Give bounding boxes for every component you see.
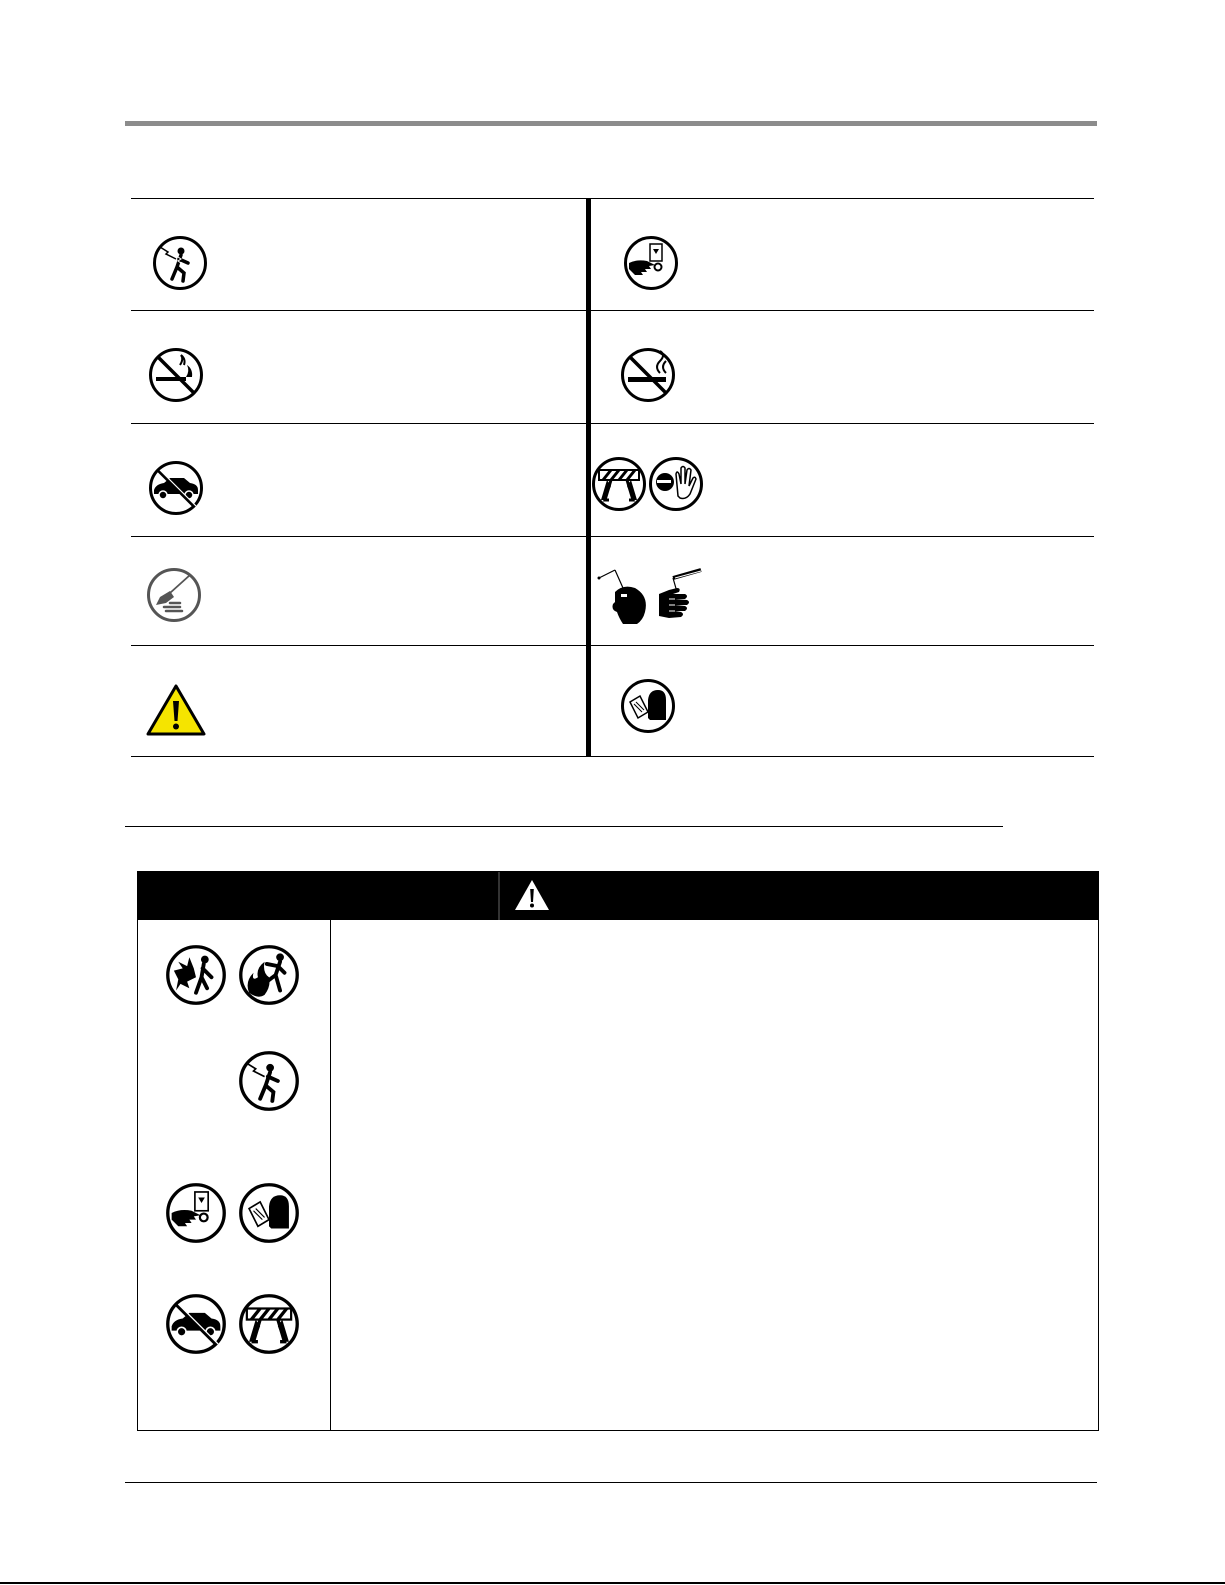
- read-manual-icon: [238, 1182, 300, 1244]
- no-open-flame-icon: [148, 347, 204, 403]
- table-rule: [131, 198, 1094, 199]
- warning-triangle-icon: [513, 878, 551, 912]
- fire-hazard-icon: [238, 944, 300, 1006]
- electric-shock-icon: [238, 1050, 300, 1112]
- table-rule: [131, 645, 1094, 646]
- hazard-icons-column: [138, 920, 331, 1430]
- header-divider: [498, 872, 500, 920]
- spill-cleanup-icon: [146, 567, 202, 623]
- electric-shock-icon: [152, 235, 208, 291]
- protective-gloves-icon: [655, 566, 705, 628]
- warning-panel-header: [138, 872, 1098, 920]
- warning-triangle-icon: [145, 683, 207, 738]
- header-rule: [125, 121, 1097, 126]
- safety-symbols-table: [131, 198, 1094, 757]
- section-underline: [125, 826, 1003, 827]
- page-edge: [0, 1582, 1225, 1584]
- no-vehicles-icon: [148, 460, 204, 516]
- warning-panel: [137, 871, 1099, 1431]
- footer-rule: [125, 1482, 1097, 1483]
- explosion-icon: [165, 944, 227, 1006]
- lockout-tagout-icon: [623, 235, 679, 291]
- table-rule: [131, 310, 1094, 311]
- stop-hand-icon: [648, 456, 704, 512]
- no-vehicles-icon: [165, 1293, 227, 1355]
- lockout-tagout-icon: [165, 1182, 227, 1244]
- no-smoking-icon: [620, 347, 676, 403]
- safety-goggles-icon: [593, 566, 653, 628]
- barricade-icon: [591, 456, 647, 512]
- table-rule: [131, 423, 1094, 424]
- warning-panel-body: [331, 920, 1098, 1430]
- table-rule: [131, 756, 1094, 757]
- read-manual-icon: [620, 678, 676, 734]
- table-rule: [131, 536, 1094, 537]
- barricade-icon: [238, 1293, 300, 1355]
